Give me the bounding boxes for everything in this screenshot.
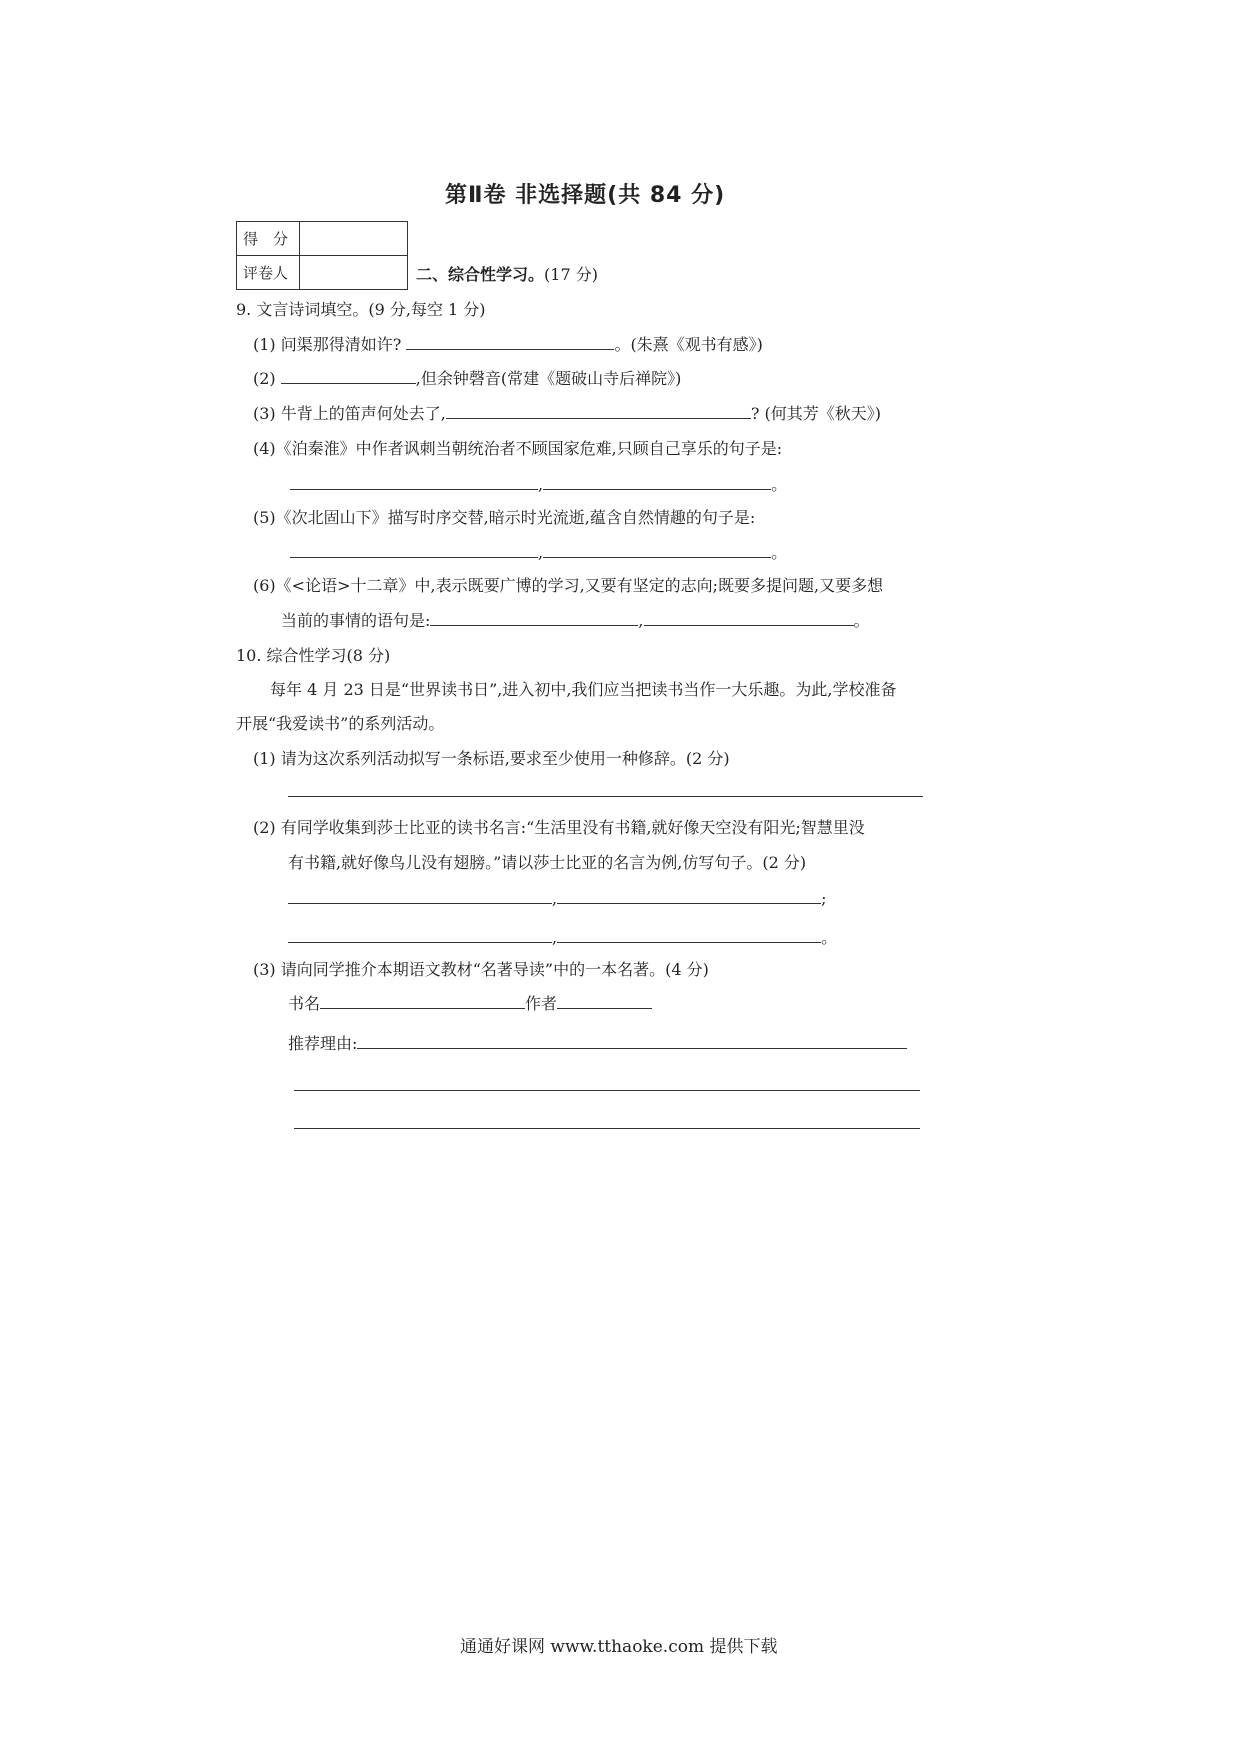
period: 。 <box>771 475 788 494</box>
q10-intro-line1: 每年 4 月 23 日是“世界读书日”,进入初中,我们应当把读书当作一大乐趣。为此,学校准备 <box>270 680 897 699</box>
q10-part-3: (3) 请向同学推介本期语文教材“名著导读”中的一本名著。(4 分) <box>253 960 709 979</box>
period: 。 <box>771 543 788 562</box>
comma: , <box>552 889 558 908</box>
author-input[interactable] <box>557 992 652 1009</box>
q9-item-1-suffix: 。(朱熹《观书有感》) <box>614 335 763 354</box>
q10-part-3-book-row <box>288 991 652 1014</box>
q9-item-1-blank[interactable] <box>406 333 614 350</box>
q9-item-3-blank[interactable] <box>446 402 751 419</box>
q10-intro-line2: 开展“我爱读书”的系列活动。 <box>236 714 445 733</box>
section-heading <box>416 262 598 285</box>
reason-label: 推荐理由: <box>288 1034 358 1053</box>
reason-input-3[interactable] <box>294 1128 920 1129</box>
q9-item-3 <box>253 401 881 424</box>
q9-item-4: (4)《泊秦淮》中作者讽刺当朝统治者不顾国家危难,只顾自己享乐的句子是: <box>253 439 783 458</box>
comma: , <box>538 543 544 562</box>
q10-part-1-answer-line[interactable] <box>288 796 923 797</box>
book-label: 书名 <box>288 994 321 1013</box>
q9-item-3-suffix: ? (何其芳《秋天》) <box>750 404 881 423</box>
q10-part-2-blank-4[interactable] <box>557 926 821 943</box>
q9-item-2 <box>253 366 681 389</box>
reason-input-1[interactable] <box>357 1032 907 1049</box>
score-cell[interactable] <box>300 222 408 256</box>
q9-item-4-blank-1[interactable] <box>290 473 538 490</box>
q10-part-2-blank-3[interactable] <box>288 926 552 943</box>
grader-label: 评卷人 <box>237 256 300 290</box>
q9-item-2-suffix: ,但余钟磬音(常建《题破山寺后禅院》) <box>415 369 682 388</box>
q10-part-2-blank-2[interactable] <box>557 887 821 904</box>
q9-item-1-prefix: (1) 问渠那得清如许? <box>253 335 402 354</box>
q9-item-6: (6)《<论语>十二章》中,表示既要广博的学习,又要有坚定的志向;既要多提问题,又要多想 <box>253 576 884 595</box>
footer-credit: 通通好课网 www.tthaoke.com 提供下载 <box>460 1637 778 1657</box>
author-label: 作者 <box>525 994 558 1013</box>
section-heading-text: 二、综合性学习。 <box>416 265 545 284</box>
q9-item-6-line2 <box>281 608 870 631</box>
q9-item-1 <box>253 332 763 355</box>
comma: , <box>638 611 644 630</box>
q9-item-6-blank-1[interactable] <box>430 609 638 626</box>
q9-item-5-answer <box>290 540 787 563</box>
section-points: (17 分) <box>544 265 598 284</box>
q9-item-2-prefix: (2) <box>253 369 276 388</box>
q9-item-2-blank[interactable] <box>281 367 416 384</box>
comma: , <box>552 928 558 947</box>
q9-item-5: (5)《次北固山下》描写时序交替,暗示时光流逝,蕴含自然情趣的句子是: <box>253 508 756 527</box>
q10-heading: 10. 综合性学习(8 分) <box>236 646 391 665</box>
comma: , <box>538 475 544 494</box>
q9-item-3-prefix: (3) 牛背上的笛声何处去了, <box>253 404 446 423</box>
q10-part-2-line2: 有书籍,就好像鸟儿没有翅膀。”请以莎士比亚的名言为例,仿写句子。(2 分) <box>288 853 807 872</box>
semicolon: ; <box>821 889 827 908</box>
q10-part-2-answer-2 <box>288 925 837 948</box>
reason-input-2[interactable] <box>294 1090 920 1091</box>
q9-item-5-blank-2[interactable] <box>543 541 771 558</box>
q10-part-3-reason-row <box>288 1031 907 1054</box>
period: 。 <box>853 611 870 630</box>
q10-part-2-line1: (2) 有同学收集到莎士比亚的读书名言:“生活里没有书籍,就好像天空没有阳光;智慧里没 <box>253 818 865 837</box>
q9-item-5-blank-1[interactable] <box>290 541 538 558</box>
q9-item-4-blank-2[interactable] <box>543 473 771 490</box>
q9-item-4-answer <box>290 472 787 495</box>
q9-heading: 9. 文言诗词填空。(9 分,每空 1 分) <box>236 300 486 319</box>
q10-part-2-answer-1 <box>288 887 826 908</box>
q10-part-2-blank-1[interactable] <box>288 887 552 904</box>
book-input[interactable] <box>320 992 525 1009</box>
q9-item-6-line2-text: 当前的事情的语句是: <box>281 611 431 630</box>
q10-part-1: (1) 请为这次系列活动拟写一条标语,要求至少使用一种修辞。(2 分) <box>253 749 730 768</box>
page-title: 第Ⅱ卷 非选择题(共 84 分) <box>445 183 726 208</box>
grader-cell[interactable] <box>300 256 408 290</box>
score-table <box>236 221 408 290</box>
score-label: 得 分 <box>237 222 300 256</box>
q9-item-6-blank-2[interactable] <box>644 609 854 626</box>
period: 。 <box>821 928 838 947</box>
